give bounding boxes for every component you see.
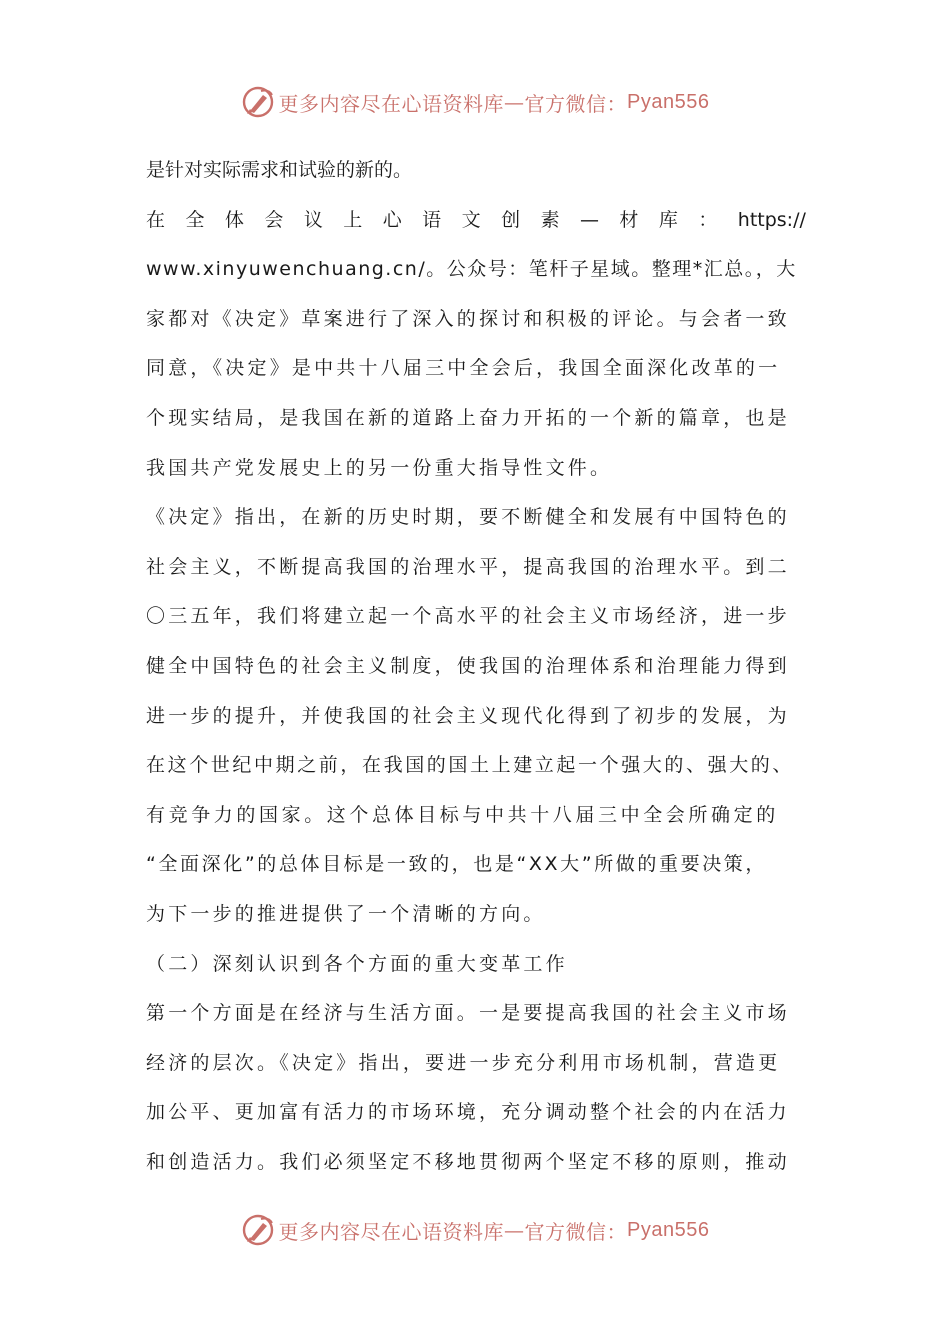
text-char: ：	[698, 208, 718, 231]
text-line: 为下一步的推进提供了一个清晰的方向。	[146, 902, 546, 925]
text-line: www.xinyuwenchuang.cn/。公众号：笔杆子星域。整理*汇总。，大	[146, 258, 797, 281]
text-char: —	[579, 208, 599, 231]
text-char: 上	[343, 208, 363, 231]
text-char: 在	[146, 208, 166, 231]
text-char: 会	[264, 208, 284, 231]
footer-banner-text: 更多内容尽在心语资料库	[278, 1219, 505, 1244]
footer-banner	[0, 1208, 950, 1252]
header-banner-dash: —	[504, 90, 525, 114]
text-line-justified	[146, 196, 806, 246]
section-heading: （二）深刻认识到各个方面的重大变革工作	[146, 952, 568, 975]
text-line: 在这个世纪中期之前，在我国的国土上建立起一个强大的、强大的、	[146, 754, 795, 777]
text-line: 《决定》指出，在新的历史时期，要不断健全和发展有中国特色的	[146, 506, 790, 529]
text-line: 和创造活力。我们必须坚定不移地贯彻两个坚定不移的原则，推动	[146, 1150, 790, 1173]
header-banner-text: 更多内容尽在心语资料库	[278, 91, 505, 116]
text-char: 素	[540, 208, 560, 231]
text-line: 同意，《决定》是中共十八届三中全会后，我国全面深化改革的一	[146, 357, 781, 380]
text-char: 材	[619, 208, 639, 231]
pen-logo-icon	[241, 85, 275, 119]
header-wechat-label: 官方微信：	[524, 91, 628, 116]
header-banner	[0, 80, 950, 124]
text-char: 语	[422, 208, 442, 231]
pen-logo-icon	[241, 1213, 275, 1247]
text-line: “全面深化”的总体目标是一致的，也是“XX大”所做的重要决策，	[146, 853, 768, 876]
text-line: 社会主义，不断提高我国的治理水平，提高我国的治理水平。到二	[146, 555, 790, 578]
text-line: 是针对实际需求和试验的新的。	[146, 159, 413, 181]
text-line: 进一步的提升，并使我国的社会主义现代化得到了初步的发展，为	[146, 704, 790, 727]
text-char: 全	[185, 208, 205, 231]
text-char: 体	[224, 208, 244, 231]
text-char: 文	[461, 208, 481, 231]
text-char: 创	[501, 208, 521, 231]
text-char: 心	[382, 208, 402, 231]
text-line: 第一个方面是在经济与生活方面。一是要提高我国的社会主义市场	[146, 1002, 790, 1025]
footer-banner-dash: —	[504, 1218, 525, 1242]
text-line: 有竞争力的国家。这个总体目标与中共十八届三中全会所确定的	[146, 803, 779, 826]
footer-wechat-label: 官方微信：	[524, 1219, 628, 1244]
text-line: 经济的层次。《决定》指出，要进一步充分利用市场机制，营造更	[146, 1051, 781, 1074]
document-body	[146, 146, 806, 1187]
text-line: 〇三五年，我们将建立起一个高水平的社会主义市场经济，进一步	[146, 605, 790, 628]
text-line: 健全中国特色的社会主义制度，使我国的治理体系和治理能力得到	[146, 654, 790, 677]
text-line: 个现实结局，是我国在新的道路上奋力开拓的一个新的篇章，也是	[146, 406, 790, 429]
text-link: https://	[737, 208, 806, 231]
text-char: 库	[658, 208, 678, 231]
text-char: 议	[303, 208, 323, 231]
text-line: 加公平、更加富有活力的市场环境，充分调动整个社会的内在活力	[146, 1101, 790, 1124]
header-wechat-id: Pyan556	[627, 90, 710, 113]
footer-wechat-id: Pyan556	[627, 1218, 710, 1241]
text-line: 家都对《决定》草案进行了深入的探讨和积极的评论。与会者一致	[146, 307, 790, 330]
text-line: 我国共产党发展史上的另一份重大指导性文件。	[146, 456, 613, 479]
